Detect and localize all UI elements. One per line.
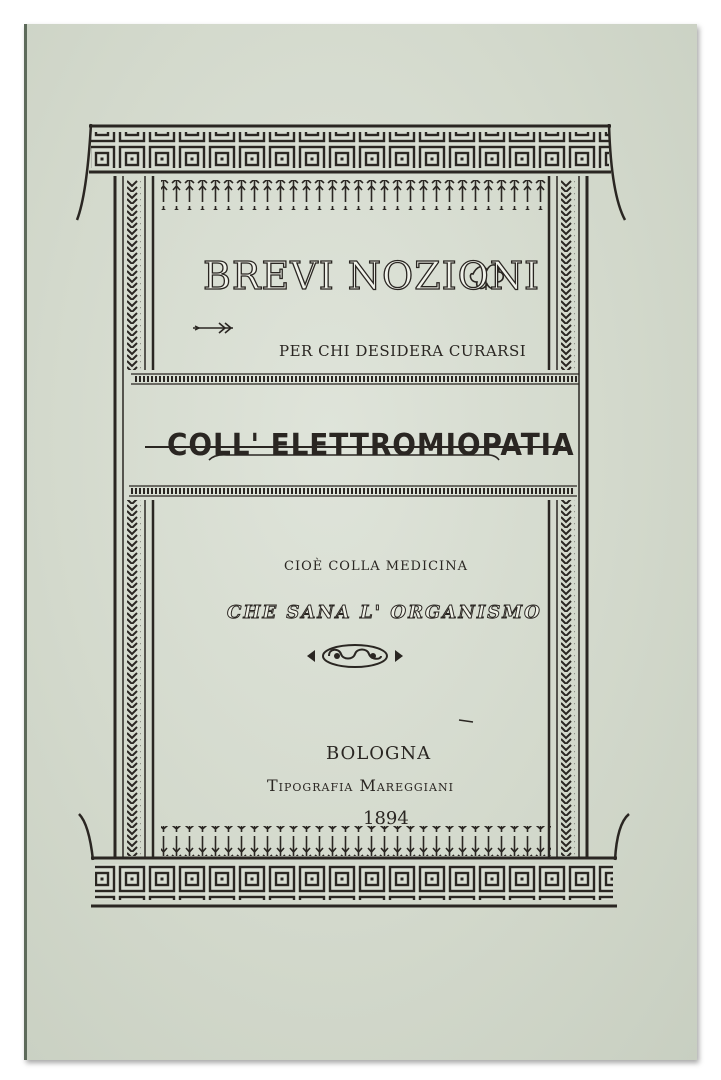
cover-main-title: COLL' ELETTROMIOPATIA <box>167 428 575 463</box>
dotted-rule-upper <box>131 374 579 384</box>
zigzag-column <box>549 176 587 858</box>
book-cover <box>24 24 697 1060</box>
cover-line-2: CHE SANA L' ORGANISMO <box>227 602 542 623</box>
cover-title: BREVI NOZIONI <box>203 254 541 298</box>
zigzag-column <box>115 176 153 858</box>
imprint-printer: Tipografia Mareggiani <box>267 776 454 795</box>
spike-border-bottom <box>161 826 551 856</box>
fern-ornament <box>193 323 233 333</box>
imprint-city: BOLOGNA <box>326 743 432 764</box>
ornamental-frame <box>27 24 697 1060</box>
scroll-ornament <box>307 645 403 667</box>
cover-subtitle: PER CHI DESIDERA CURARSI <box>279 342 527 360</box>
spike-border-top <box>161 180 547 210</box>
imprint-year: 1894 <box>363 808 409 829</box>
dotted-rule-lower <box>129 486 577 496</box>
cover-line-1: CIOÈ COLLA MEDICINA <box>284 559 468 574</box>
